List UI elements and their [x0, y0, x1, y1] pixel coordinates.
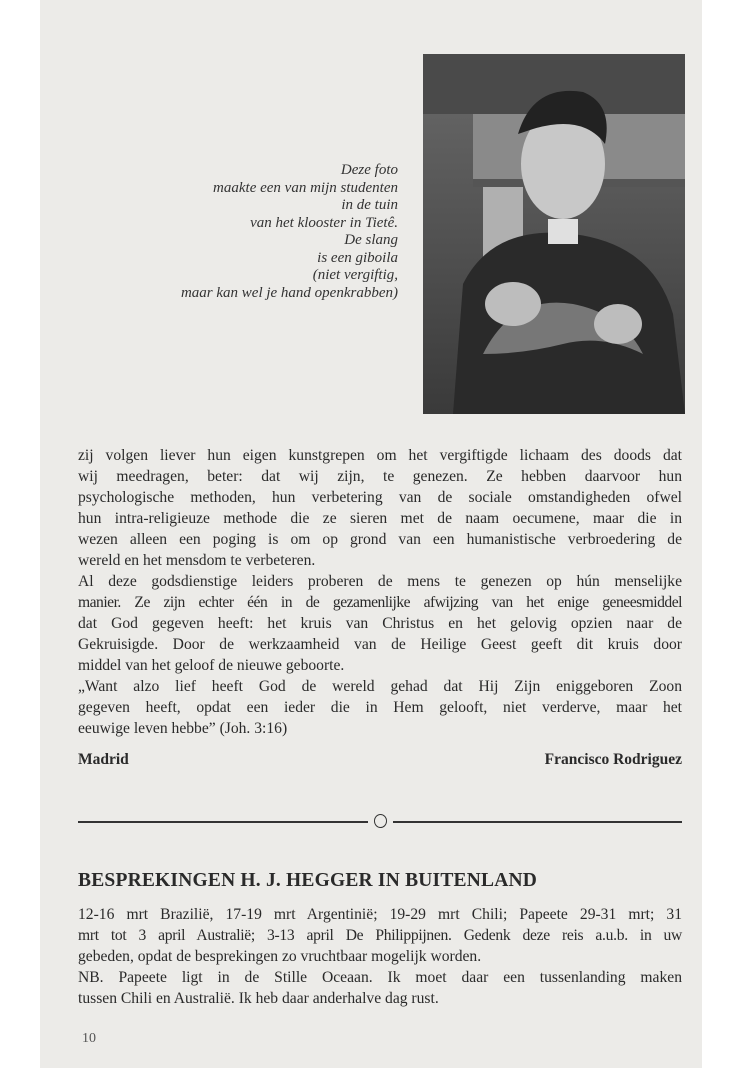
text-line: „Want alzo lief heeft God de wereld gehad dat Hij Zijn eniggeboren Zoon [78, 678, 682, 695]
caption-line: maakte een van mijn studenten [213, 179, 398, 196]
text-line: gegeven heeft, opdat een ieder die in Hem gelooft, niet verderve, maar het [78, 699, 682, 716]
text-line: wereld en het mensdom te verbeteren. [78, 552, 316, 569]
text-line: middel van het geloof de nieuwe geboorte. [78, 657, 345, 674]
page-number: 10 [82, 1031, 96, 1046]
text-line: wezen alleen een poging is om op grond van een humanistische verbroedering de [78, 531, 682, 548]
text-line: hun intra-religieuze methode die ze sieren met de naam oecumene, maar die in [78, 510, 682, 527]
text-line: manier. Ze zijn echter één in de gezamenlijke afwijzing van het enige geneesmiddel [78, 594, 682, 611]
place: Madrid [78, 751, 129, 768]
caption-line: maar kan wel je hand openkrabben) [180, 284, 398, 301]
caption-line: is een giboila [317, 249, 398, 266]
divider-right [393, 821, 682, 823]
text-line: mrt tot 3 april Australië; 3-13 april De Philippijnen. Gedenk deze reis a.u.b. in uw [78, 927, 682, 944]
text-line: 12-16 mrt Brazilië, 17-19 mrt Argentinië; 19-29 mrt Chili; Papeete 29-31 mrt; 31 [78, 906, 682, 923]
text-line: gebeden, opdat de besprekingen zo vruchtbaar mogelijk worden. [78, 948, 482, 965]
caption-line: van het klooster in Tietê. [250, 214, 398, 231]
signature-row [78, 751, 682, 769]
text-line: dat God gegeven heeft: het kruis van Christus en het gelovig opzien naar de [78, 615, 682, 632]
photo-man-with-snake [423, 54, 685, 414]
text-line: NB. Papeete ligt in de Stille Oceaan. Ik moet daar een tussenlanding maken [78, 969, 682, 986]
divider-left [78, 821, 368, 823]
caption-line: in de tuin [341, 197, 398, 213]
text-line: eeuwige leven hebbe” (Joh. 3:16) [78, 720, 288, 737]
text-line: tussen Chili en Australië. Ik heb daar anderhalve dag rust. [78, 990, 439, 1007]
caption-line: Deze foto [340, 162, 398, 178]
text-line: psychologische methoden, hun verbetering van de sociale omstandigheden ofwel [78, 489, 682, 506]
divider-ornament [374, 814, 387, 828]
caption-line: De slang [344, 232, 398, 248]
section-heading: BESPREKINGEN H. J. HEGGER IN BUITENLAND [78, 870, 538, 891]
text-line: wij meedragen, beter: dat wij zijn, te genezen. Ze hebben daarvoor hun [78, 468, 682, 485]
author: Francisco Rodriguez [544, 751, 682, 768]
section-body [78, 904, 682, 1009]
article-body [78, 445, 682, 739]
text-line: Gekruisigde. Door de werkzaamheid van de Heilige Geest geeft dit kruis door [78, 636, 682, 653]
text-line: Al deze godsdienstige leiders proberen de mens te genezen op hún menselijke [78, 573, 682, 590]
photo-caption [100, 162, 398, 302]
text-line: zij volgen liever hun eigen kunstgrepen om het vergiftigde lichaam des doods dat [78, 447, 682, 464]
caption-line: (niet vergiftig, [312, 267, 398, 283]
